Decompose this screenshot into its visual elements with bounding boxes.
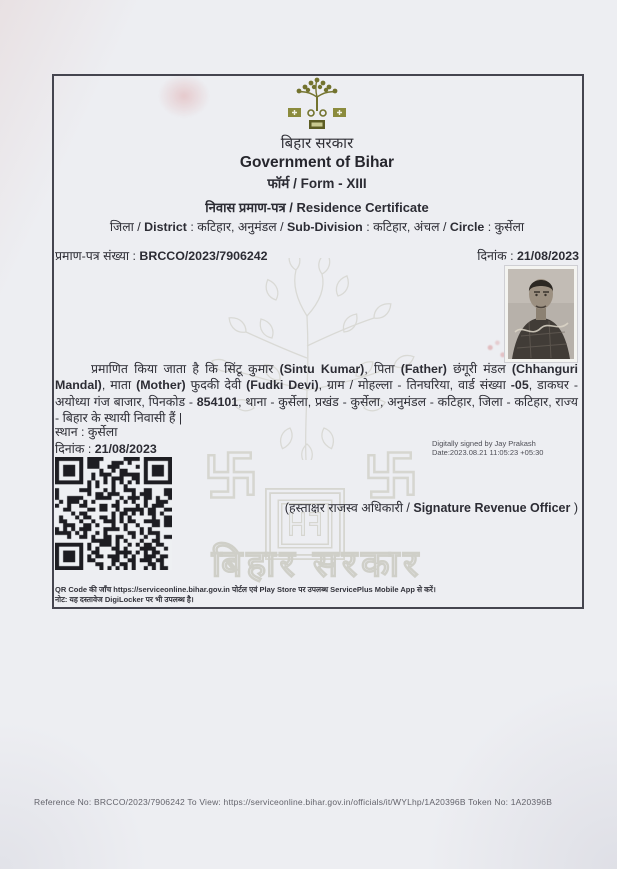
footnote-qr-verification: QR Code की जाँच https://serviceonline.bihar.gov.in पोर्टल एवं Play Store पर उपलब्ध ServicePlus Mobile App से करें। <box>55 585 436 594</box>
digital-signature-note: Digitally signed by Jay Prakash Date:2023.08.21 11:05:23 +05:30 <box>432 439 544 457</box>
reference-footer: Reference No: BRCCO/2023/7906242 To View: https://serviceonline.bihar.gov.in/officials/it/WYLhp/1A20396B Token No: 1A20396B <box>34 797 553 807</box>
certificate-body-text: प्रमाणित किया जाता है कि सिंटू कुमार (Sintu Kumar), पिता (Father) छंगूरी मंडल (Chhanguri Mandal), माता (Mother) फुदकी देवी (Fudki Devi), ग्राम / मोहल्ला - तिनघरिया, वार्ड संख्या -05, डाकघर - अयोध्या गंज बाजार, पिनकोड - 854101, थाना - कुर्सेला, प्रखंड - कुर्सेला, अनुमंडल - कटिहार, जिला - कटिहार, राज्य - बिहार के स्थायी निवासी हैं | <box>55 362 578 426</box>
district-subdivision-circle-line: जिला / District : कटिहार, अनुमंडल / Sub-Division : कटिहार, अंचल / Circle : कुर्सेला <box>109 220 525 234</box>
issue-date-top: दिनांक : 21/08/2023 <box>477 249 579 263</box>
certificate-title: निवास प्रमाण-पत्र / Residence Certificate <box>205 200 429 215</box>
issue-date-bottom: दिनांक : 21/08/2023 <box>55 441 157 456</box>
bihar-government-emblem-icon <box>285 77 349 131</box>
form-number: फॉर्म / Form - XIII <box>267 176 367 191</box>
officer-signature-line: (हस्ताक्षर राजस्व अधिकारी / Signature Revenue Officer ) <box>284 501 578 515</box>
certificate-number: प्रमाण-पत्र संख्या : BRCCO/2023/7906242 <box>55 249 268 263</box>
issue-place: स्थान : कुर्सेला <box>55 425 118 439</box>
footnote-digilocker: नोट: यह दस्तावेज DigiLocker पर भी उपलब्ध है। <box>55 594 194 604</box>
government-name-hindi: बिहार सरकार <box>280 135 354 152</box>
applicant-photo <box>505 266 577 362</box>
watermark-text: बिहार सरकार <box>211 543 423 584</box>
qr-code <box>55 457 172 570</box>
government-name-english: Government of Bihar <box>239 154 395 171</box>
